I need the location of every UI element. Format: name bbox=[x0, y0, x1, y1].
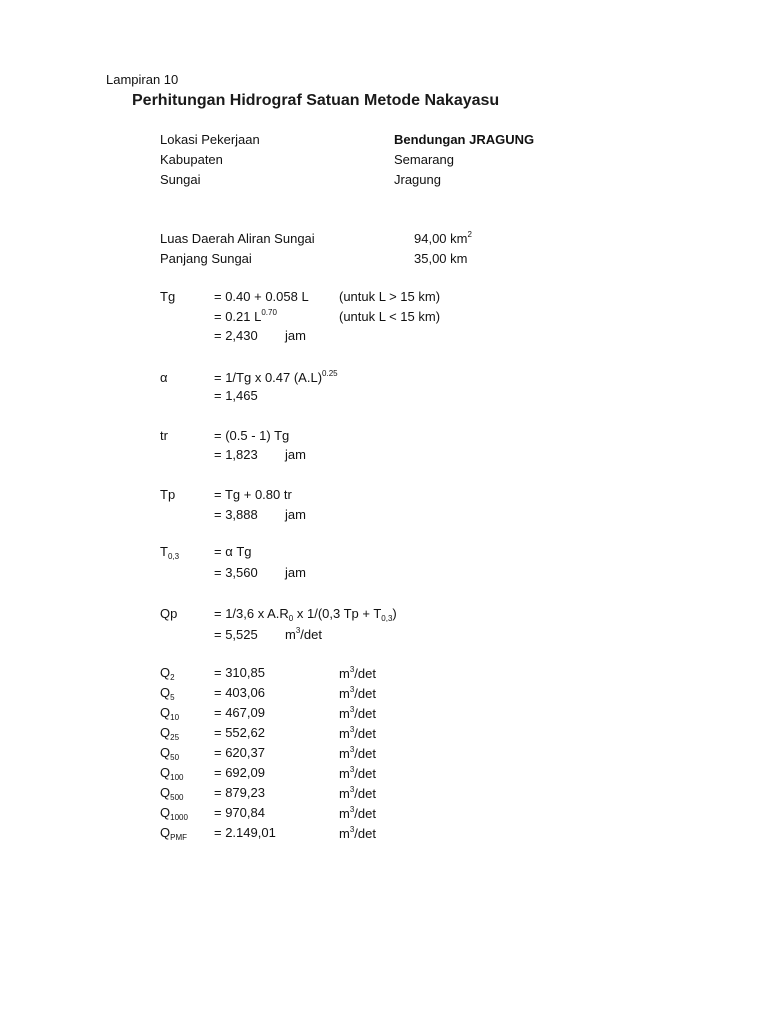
discharge-unit-base: m bbox=[339, 806, 350, 821]
discharge-symbol-base: Q bbox=[160, 705, 171, 720]
appendix-label: Lampiran 10 bbox=[106, 72, 179, 87]
t03-unit: jam bbox=[285, 565, 306, 580]
discharge-symbol bbox=[160, 805, 188, 821]
discharge-symbol-base: Q bbox=[160, 685, 171, 700]
discharge-unit-base: m bbox=[339, 786, 350, 801]
discharge-unit bbox=[339, 746, 376, 762]
discharge-unit-base: m bbox=[339, 666, 350, 681]
discharge-return-period: PMF bbox=[170, 833, 188, 842]
tp-unit: jam bbox=[285, 507, 306, 522]
t03-result: = 3,560 bbox=[214, 565, 258, 580]
qp-unit-base: m bbox=[285, 627, 296, 642]
qp-formula-part-b: x 1/(0,3 Tp + T bbox=[293, 606, 382, 621]
tr-formula: = (0.5 - 1) Tg bbox=[214, 428, 290, 443]
length-unit: km bbox=[450, 251, 468, 266]
discharge-unit-base: m bbox=[339, 826, 350, 841]
discharge-value: = 467,09 bbox=[214, 705, 265, 720]
discharge-return-period: 2 bbox=[170, 673, 175, 682]
discharge-unit-exponent: 3 bbox=[349, 705, 355, 714]
qp-formula-subscript-b: 0,3 bbox=[381, 614, 393, 623]
discharge-unit bbox=[339, 706, 376, 722]
discharge-unit bbox=[339, 786, 376, 802]
discharge-symbol bbox=[160, 705, 179, 721]
qp-result: = 5,525 bbox=[214, 627, 258, 642]
discharge-unit bbox=[339, 806, 376, 822]
discharge-value: = 879,23 bbox=[214, 785, 265, 800]
tg-formula-2 bbox=[214, 309, 277, 325]
discharge-unit-exponent: 3 bbox=[349, 785, 355, 794]
discharge-symbol bbox=[160, 725, 179, 741]
discharge-symbol bbox=[160, 765, 183, 781]
qp-formula-part-a: = 1/3,6 x A.R bbox=[214, 606, 289, 621]
discharge-unit-rest: /det bbox=[354, 766, 376, 781]
info-label-river: Sungai bbox=[160, 172, 201, 187]
discharge-unit-rest: /det bbox=[354, 826, 376, 841]
discharge-symbol-base: Q bbox=[160, 725, 171, 740]
tp-formula: = Tg + 0.80 tr bbox=[214, 487, 292, 502]
discharge-value: = 2.149,01 bbox=[214, 825, 276, 840]
discharge-symbol-base: Q bbox=[160, 665, 171, 680]
tp-result: = 3,888 bbox=[214, 507, 258, 522]
discharge-symbol bbox=[160, 745, 179, 761]
discharge-unit bbox=[339, 766, 376, 782]
discharge-return-period: 100 bbox=[170, 773, 184, 782]
discharge-unit bbox=[339, 666, 376, 682]
qp-formula-part-c: ) bbox=[392, 606, 397, 621]
discharge-unit-rest: /det bbox=[354, 806, 376, 821]
discharge-unit-rest: /det bbox=[354, 686, 376, 701]
tp-symbol: Tp bbox=[160, 487, 176, 502]
discharge-return-period: 50 bbox=[170, 753, 180, 762]
discharge-symbol bbox=[160, 685, 175, 701]
discharge-unit-exponent: 3 bbox=[349, 765, 355, 774]
discharge-symbol bbox=[160, 785, 183, 801]
discharge-unit bbox=[339, 826, 376, 842]
discharge-symbol-base: Q bbox=[160, 805, 171, 820]
alpha-symbol: α bbox=[160, 370, 168, 385]
t03-formula: = α Tg bbox=[214, 544, 252, 559]
alpha-formula bbox=[214, 370, 338, 386]
discharge-return-period: 500 bbox=[170, 793, 184, 802]
discharge-unit-exponent: 3 bbox=[349, 745, 355, 754]
qp-formula bbox=[214, 606, 397, 622]
discharge-return-period: 25 bbox=[170, 733, 180, 742]
qp-unit-exponent: 3 bbox=[295, 626, 301, 635]
discharge-unit-rest: /det bbox=[354, 666, 376, 681]
discharge-symbol bbox=[160, 665, 175, 681]
tg-symbol: Tg bbox=[160, 289, 176, 304]
discharge-unit bbox=[339, 726, 376, 742]
discharge-unit-base: m bbox=[339, 686, 350, 701]
discharge-symbol-base: Q bbox=[160, 825, 171, 840]
alpha-formula-exponent: 0.25 bbox=[322, 369, 338, 378]
discharge-symbol-base: Q bbox=[160, 745, 171, 760]
tg-condition-1: (untuk L > 15 km) bbox=[339, 289, 441, 304]
length-value bbox=[414, 251, 468, 267]
info-value-regency: Semarang bbox=[394, 152, 454, 167]
discharge-unit-exponent: 3 bbox=[349, 665, 355, 674]
length-number: 35,00 bbox=[414, 251, 447, 266]
tg-result: = 2,430 bbox=[214, 328, 258, 343]
area-unit: km bbox=[450, 231, 468, 246]
tg-condition-2: (untuk L < 15 km) bbox=[339, 309, 441, 324]
discharge-unit-base: m bbox=[339, 706, 350, 721]
discharge-value: = 970,84 bbox=[214, 805, 265, 820]
discharge-unit-exponent: 3 bbox=[349, 805, 355, 814]
tr-result: = 1,823 bbox=[214, 447, 258, 462]
qp-unit-rest: /det bbox=[300, 627, 322, 642]
discharge-return-period: 10 bbox=[170, 713, 180, 722]
discharge-unit-base: m bbox=[339, 746, 350, 761]
t03-symbol-subscript: 0,3 bbox=[167, 552, 180, 561]
tg-formula-1: = 0.40 + 0.058 L bbox=[214, 289, 309, 304]
discharge-value: = 310,85 bbox=[214, 665, 265, 680]
discharge-symbol bbox=[160, 825, 187, 841]
discharge-value: = 403,06 bbox=[214, 685, 265, 700]
area-unit-exponent: 2 bbox=[467, 230, 472, 239]
area-label: Luas Daerah Aliran Sungai bbox=[160, 231, 315, 246]
discharge-value: = 692,09 bbox=[214, 765, 265, 780]
tg-unit: jam bbox=[285, 328, 306, 343]
info-label-location: Lokasi Pekerjaan bbox=[160, 132, 260, 147]
discharge-unit-base: m bbox=[339, 726, 350, 741]
discharge-unit-base: m bbox=[339, 766, 350, 781]
area-value bbox=[414, 231, 472, 247]
discharge-unit-rest: /det bbox=[354, 726, 376, 741]
qp-formula-subscript-a: 0 bbox=[288, 614, 294, 623]
discharge-unit-rest: /det bbox=[354, 706, 376, 721]
alpha-result: = 1,465 bbox=[214, 388, 258, 403]
tr-unit: jam bbox=[285, 447, 306, 462]
t03-symbol bbox=[160, 544, 179, 560]
tr-symbol: tr bbox=[160, 428, 168, 443]
discharge-unit-rest: /det bbox=[354, 746, 376, 761]
discharge-symbol-base: Q bbox=[160, 765, 171, 780]
page-title: Perhitungan Hidrograf Satuan Metode Nakayasu bbox=[132, 92, 500, 109]
length-label: Panjang Sungai bbox=[160, 251, 252, 266]
discharge-unit-exponent: 3 bbox=[349, 725, 355, 734]
info-value-river: Jragung bbox=[394, 172, 441, 187]
discharge-unit-rest: /det bbox=[354, 786, 376, 801]
discharge-return-period: 1000 bbox=[170, 813, 188, 822]
info-label-regency: Kabupaten bbox=[160, 152, 223, 167]
tg-formula-2-base: = 0.21 L bbox=[214, 309, 262, 324]
qp-unit bbox=[285, 627, 322, 643]
qp-symbol: Qp bbox=[160, 606, 178, 621]
discharge-symbol-base: Q bbox=[160, 785, 171, 800]
discharge-unit-exponent: 3 bbox=[349, 825, 355, 834]
discharge-value: = 620,37 bbox=[214, 745, 265, 760]
discharge-value: = 552,62 bbox=[214, 725, 265, 740]
discharge-unit bbox=[339, 686, 376, 702]
t03-symbol-base: T bbox=[160, 544, 168, 559]
info-value-location: Bendungan JRAGUNG bbox=[394, 132, 535, 147]
area-number: 94,00 bbox=[414, 231, 447, 246]
alpha-formula-base: = 1/Tg x 0.47 (A.L) bbox=[214, 370, 323, 385]
tg-formula-2-exponent: 0.70 bbox=[261, 308, 277, 317]
discharge-return-period: 5 bbox=[170, 693, 175, 702]
discharge-unit-exponent: 3 bbox=[349, 685, 355, 694]
